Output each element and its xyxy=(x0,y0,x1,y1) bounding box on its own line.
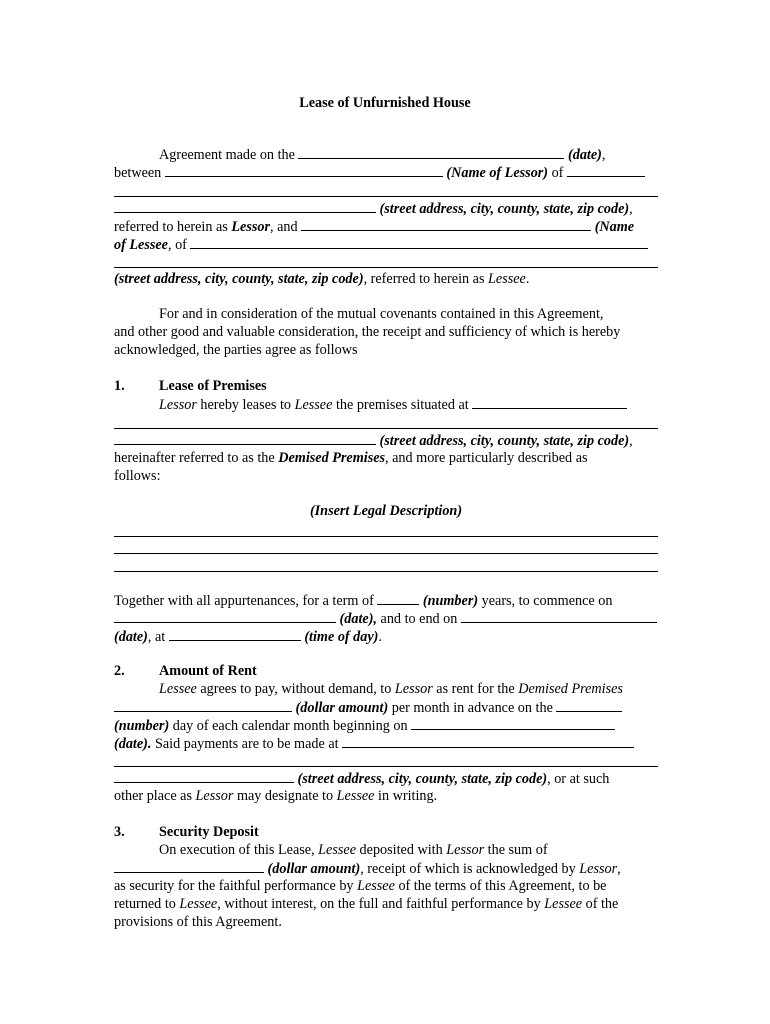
section-2-line-1: Lessee agrees to pay, without demand, to Lessor as rent for the Demised Premises xyxy=(159,681,623,697)
section-1-line-3: (street address, city, county, state, zip code), xyxy=(114,431,658,449)
intro-line-1: Agreement made on the (date), xyxy=(159,147,606,163)
legal-description-line-1[interactable] xyxy=(114,536,658,537)
legal-description-line-3[interactable] xyxy=(114,571,658,572)
payment-address-field-end[interactable] xyxy=(114,769,294,783)
lessee-address-field-start[interactable] xyxy=(190,235,648,249)
payment-address-line[interactable] xyxy=(114,766,658,767)
lessee-address-line[interactable] xyxy=(114,267,658,268)
rent-amount-field[interactable] xyxy=(114,698,292,712)
payment-address-field-start[interactable] xyxy=(342,734,634,748)
lessor-name-field[interactable] xyxy=(165,163,443,177)
rent-start-date-field[interactable] xyxy=(411,716,615,730)
lessor-address-field-start[interactable] xyxy=(567,163,645,177)
intro-line-5: referred to herein as Lessor, and (Name xyxy=(114,219,635,235)
section-1-line-4: hereinafter referred to as the Demised Premises, and more particularly described as xyxy=(114,450,588,466)
section-2-line-2: (dollar amount) per month in advance on the xyxy=(114,698,658,716)
intro-line-4: (street address, city, county, state, zip code), xyxy=(114,199,658,217)
lessor-address-field-end[interactable] xyxy=(114,199,376,213)
section-2-line-7: other place as Lessor may designate to Lessee in writing. xyxy=(114,788,438,804)
lessor-address-line[interactable] xyxy=(114,196,658,197)
rent-due-day-field[interactable] xyxy=(556,698,622,712)
intro-line-6: of Lessee, of xyxy=(114,235,658,253)
consideration-line-2: and other good and valuable consideration, the receipt and sufficiency of which is hereby xyxy=(114,324,621,340)
premises-address-line[interactable] xyxy=(114,428,658,429)
section-2-line-4: (date). Said payments are to be made at xyxy=(114,734,658,752)
term-start-date-field[interactable] xyxy=(114,609,336,623)
section-3-line-2: (dollar amount), receipt of which is acknowledged by Lessor, xyxy=(114,859,658,877)
term-line-1: Together with all appurtenances, for a term of (number) years, to commence on xyxy=(114,593,613,609)
consideration-line-1: For and in consideration of the mutual covenants contained in this Agreement, xyxy=(159,306,604,322)
section-1-line-1: Lessor hereby leases to Lessee the premises situated at xyxy=(159,395,658,413)
section-1-number: 1. xyxy=(114,378,125,394)
term-years-field[interactable] xyxy=(377,591,419,605)
section-3-heading: Security Deposit xyxy=(159,824,259,840)
section-3-number: 3. xyxy=(114,824,125,840)
premises-address-field-start[interactable] xyxy=(472,395,627,409)
document-title: Lease of Unfurnished House xyxy=(299,95,471,111)
section-2-line-6: (street address, city, county, state, zip code), or at such xyxy=(114,769,658,787)
section-1-line-5: follows: xyxy=(114,468,161,484)
deposit-amount-field[interactable] xyxy=(114,859,264,873)
section-2-heading: Amount of Rent xyxy=(159,663,257,679)
agreement-date-field[interactable] xyxy=(298,145,564,159)
section-3-line-1: On execution of this Lease, Lessee deposited with Lessor the sum of xyxy=(159,842,548,858)
legal-description-label: (Insert Legal Description) xyxy=(309,503,463,519)
intro-line-2: between (Name of Lessor) of xyxy=(114,163,658,181)
premises-address-field-end[interactable] xyxy=(114,431,376,445)
section-2-line-3: (number) day of each calendar month beginning on xyxy=(114,716,658,734)
term-line-3: (date), at (time of day). xyxy=(114,629,382,645)
section-1-heading: Lease of Premises xyxy=(159,378,267,394)
section-3-line-5: provisions of this Agreement. xyxy=(114,914,282,930)
legal-description-line-2[interactable] xyxy=(114,553,658,554)
term-line-2: (date), and to end on xyxy=(114,609,658,627)
section-3-line-3: as security for the faithful performance by Lessee of the terms of this Agreement, to be xyxy=(114,878,607,894)
section-3-line-4: returned to Lessee, without interest, on the full and faithful performance by Lessee of the xyxy=(114,896,619,912)
term-end-date-field[interactable] xyxy=(461,609,657,623)
intro-line-8: (street address, city, county, state, zip code), referred to herein as Lessee. xyxy=(114,271,530,287)
time-of-day-field[interactable] xyxy=(169,627,301,641)
section-2-number: 2. xyxy=(114,663,125,679)
lessee-name-field[interactable] xyxy=(301,217,591,231)
consideration-line-3: acknowledged, the parties agree as follows xyxy=(114,342,358,358)
